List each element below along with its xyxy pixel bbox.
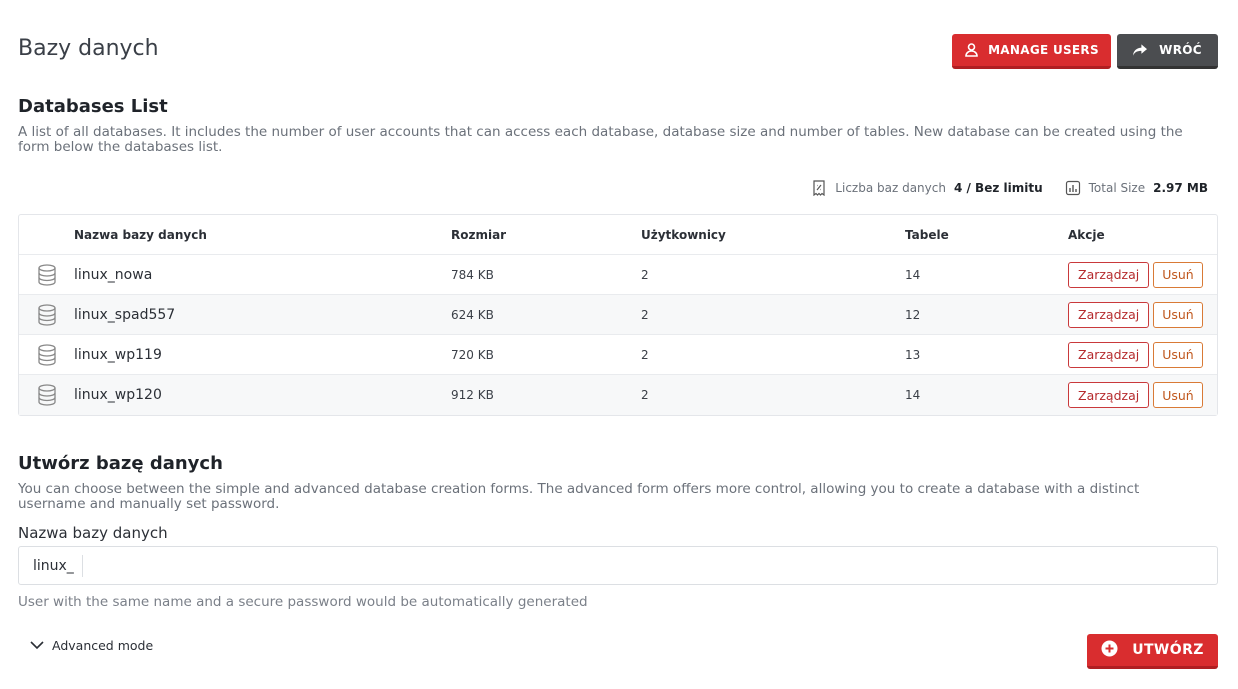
database-size: 720 KB xyxy=(451,347,494,362)
column-size: Rozmiar xyxy=(451,227,507,242)
delete-database-button[interactable]: Usuń xyxy=(1153,302,1203,328)
create-label: UTWÓRZ xyxy=(1132,642,1204,658)
chevron-down-icon xyxy=(30,638,44,653)
column-users: Użytkownicy xyxy=(641,227,726,242)
column-name: Nazwa bazy danych xyxy=(74,227,207,242)
table-row xyxy=(19,255,1217,295)
database-size: 912 KB xyxy=(451,388,494,402)
database-name-field xyxy=(18,546,1218,585)
manage-users-button[interactable] xyxy=(952,34,1111,69)
manage-database-button[interactable]: Zarządzaj xyxy=(1068,382,1149,408)
database-count-value: 4 / Bez limitu xyxy=(953,181,1043,195)
database-name: linux_wp120 xyxy=(74,387,162,403)
receipt-icon xyxy=(811,180,827,196)
database-size: 624 KB xyxy=(451,307,494,322)
database-size: 784 KB xyxy=(451,267,494,282)
databases-list-description: A list of all databases. It includes the number of user accounts that can access each database, database size and number of tables. New database can be created using the form below the databases list. xyxy=(18,124,1183,155)
plus-circle-icon xyxy=(1101,640,1118,661)
databases-table xyxy=(18,214,1218,416)
database-count-label: Liczba baz danych xyxy=(835,181,946,195)
manage-users-label: MANAGE USERS xyxy=(988,43,1099,57)
row-actions xyxy=(1068,382,1217,408)
database-count-stat xyxy=(811,180,1042,196)
total-size-value: 2.97 MB xyxy=(1153,181,1208,195)
database-icon xyxy=(19,344,74,366)
row-actions xyxy=(1068,342,1217,368)
database-tables: 12 xyxy=(905,307,921,322)
database-icon xyxy=(19,384,74,406)
table-row xyxy=(19,375,1217,415)
database-users: 2 xyxy=(641,388,649,402)
user-icon xyxy=(964,43,978,57)
database-name: linux_nowa xyxy=(74,266,153,283)
bar-chart-icon xyxy=(1065,180,1081,196)
create-database-description: You can choose between the simple and advanced database creation forms. The advanced form offers more control, allowing you to create a database with a distinct username and manually set password. xyxy=(18,481,1140,512)
back-label: WRÓĆ xyxy=(1159,43,1202,57)
delete-database-button[interactable]: Usuń xyxy=(1153,342,1203,368)
row-actions xyxy=(1068,262,1217,288)
table-row xyxy=(19,335,1217,375)
create-database-button[interactable] xyxy=(1087,634,1218,669)
total-size-stat xyxy=(1065,180,1208,196)
database-tables: 14 xyxy=(905,388,921,402)
delete-database-button[interactable]: Usuń xyxy=(1153,382,1203,408)
database-name-input[interactable] xyxy=(83,547,1217,584)
database-stats xyxy=(789,180,1208,196)
table-row xyxy=(19,295,1217,335)
page-title: Bazy danych xyxy=(18,36,159,61)
database-tables: 14 xyxy=(905,267,921,282)
manage-database-button[interactable]: Zarządzaj xyxy=(1068,342,1149,368)
database-name: linux_wp119 xyxy=(74,346,162,363)
column-actions: Akcje xyxy=(1068,227,1105,242)
database-name-hint: User with the same name and a secure password would be automatically generated xyxy=(18,594,588,610)
table-header xyxy=(19,215,1217,255)
database-name: linux_spad557 xyxy=(74,306,176,323)
database-tables: 13 xyxy=(905,347,921,362)
databases-list-title: Databases List xyxy=(18,96,168,117)
delete-database-button[interactable]: Usuń xyxy=(1153,262,1203,288)
advanced-mode-label: Advanced mode xyxy=(52,638,154,653)
advanced-mode-toggle[interactable] xyxy=(30,638,153,653)
database-users: 2 xyxy=(641,267,649,282)
back-button[interactable] xyxy=(1117,34,1218,69)
total-size-label: Total Size xyxy=(1088,181,1146,195)
database-name-prefix: linux_ xyxy=(19,555,83,577)
share-arrow-icon xyxy=(1133,43,1147,57)
manage-database-button[interactable]: Zarządzaj xyxy=(1068,262,1149,288)
manage-database-button[interactable]: Zarządzaj xyxy=(1068,302,1149,328)
database-icon xyxy=(19,264,74,286)
database-name-label: Nazwa bazy danych xyxy=(18,524,168,542)
row-actions xyxy=(1068,302,1217,328)
create-database-title: Utwórz bazę danych xyxy=(18,453,223,474)
database-users: 2 xyxy=(641,307,649,322)
database-icon xyxy=(19,304,74,326)
database-users: 2 xyxy=(641,347,649,362)
column-tables: Tabele xyxy=(905,227,949,242)
